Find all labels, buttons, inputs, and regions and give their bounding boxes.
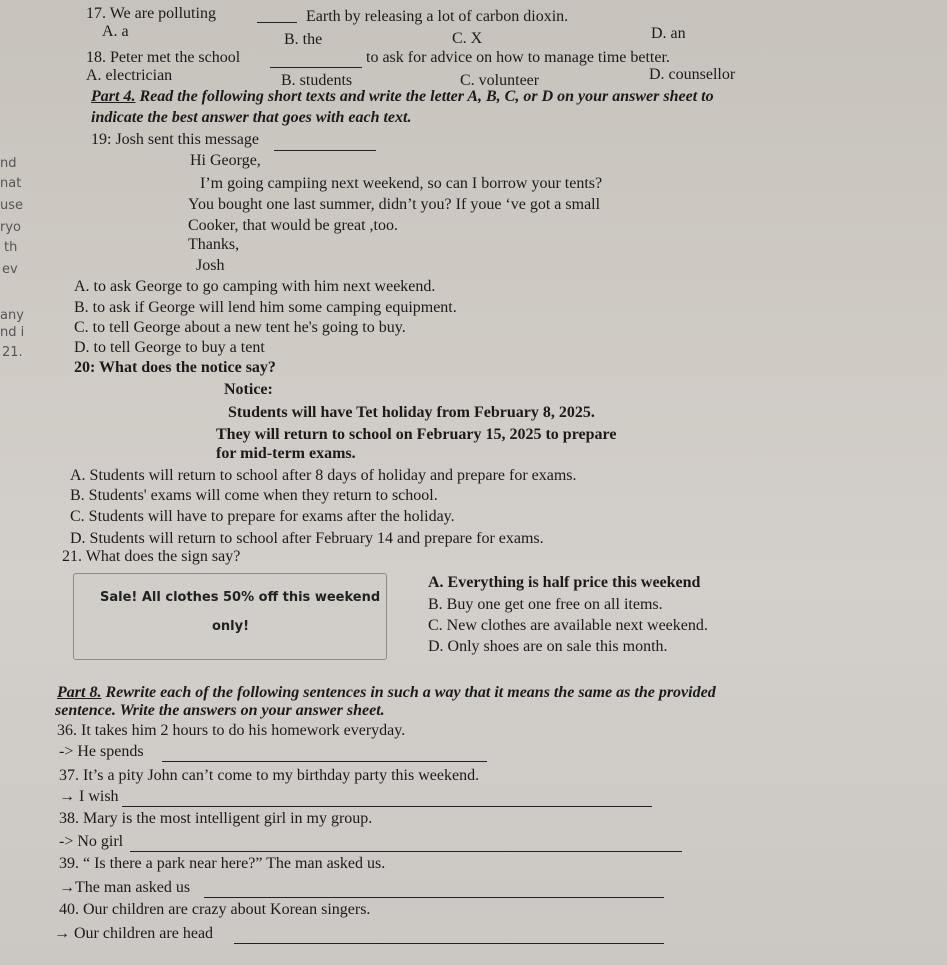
sale-sign-line1: Sale! All clothes 50% off this weekend xyxy=(100,590,381,605)
q18-stem-before: 18. Peter met the school xyxy=(86,49,241,66)
q19-message-line: Hi George, xyxy=(190,152,261,169)
q17-option-b: B. the xyxy=(284,31,323,48)
q17-answer-blank xyxy=(257,22,297,23)
q19-message-line: I’m going campiing next weekend, so can I borrow your tents? xyxy=(200,175,603,192)
q18-option-c: C. volunteer xyxy=(460,72,540,89)
q19-option-a: A. to ask George to go camping with him next weekend. xyxy=(74,278,436,295)
rewrite-question: 39. “ Is there a park near here?” The man asked us. xyxy=(59,855,386,872)
q19-answer-blank xyxy=(274,150,376,151)
q20-stem: 20: What does the notice say? xyxy=(74,359,276,376)
sale-sign xyxy=(73,573,387,660)
q19-message-line: Josh xyxy=(196,257,225,274)
q19-option-b: B. to ask if George will lend him some camping equipment. xyxy=(74,299,457,316)
margin-fragment: nat xyxy=(0,176,22,191)
answer-line xyxy=(204,897,664,898)
part4-heading: Part 4. xyxy=(91,88,136,105)
rewrite-prompt: → I wish xyxy=(59,788,119,805)
q20-option-d: D. Students will return to school after February 14 and prepare for exams. xyxy=(70,530,544,547)
answer-line xyxy=(234,943,664,944)
rewrite-question: 37. It’s a pity John can’t come to my birthday party this weekend. xyxy=(59,767,480,784)
rewrite-question: 36. It takes him 2 hours to do his homework everyday. xyxy=(57,722,406,739)
sale-sign-line2: only! xyxy=(212,619,250,634)
q20-option-a: A. Students will return to school after 8 days of holiday and prepare for exams. xyxy=(70,467,577,484)
q21-option-b: B. Buy one get one free on all items. xyxy=(428,596,663,613)
rewrite-question: 38. Mary is the most intelligent girl in my group. xyxy=(59,810,373,827)
q20-option-c: C. Students will have to prepare for exams after the holiday. xyxy=(70,508,455,525)
q18-option-a: A. electrician xyxy=(86,67,173,84)
part8-heading: Part 8. xyxy=(57,684,102,701)
answer-line xyxy=(130,851,682,852)
answer-line xyxy=(122,806,652,807)
q17-option-a: A. a xyxy=(102,23,129,40)
q19-message-line: You bought one last summer, didn’t you? If youe ‘ve got a small xyxy=(188,196,601,213)
notice-line: They will return to school on February 15, 2025 to prepare xyxy=(216,426,617,443)
q21-option-d: D. Only shoes are on sale this month. xyxy=(428,638,668,655)
margin-fragment: any xyxy=(0,308,24,323)
q17-stem-before: 17. We are polluting xyxy=(86,5,216,22)
q19-stem: 19: Josh sent this message xyxy=(91,131,259,148)
q17-stem-after: Earth by releasing a lot of carbon dioxin. xyxy=(306,8,569,25)
rewrite-prompt: -> He spends xyxy=(59,743,144,760)
q19-message-line: Cooker, that would be great ,too. xyxy=(188,217,398,234)
q18-stem-after: to ask for advice on how to manage time better. xyxy=(366,49,670,66)
rewrite-prompt: -> No girl xyxy=(59,833,124,850)
margin-fragment: nd i xyxy=(0,325,25,340)
part8-instructions-text: Rewrite each of the following sentences in such a way that it means the same as the provided xyxy=(105,684,716,701)
notice-line: for mid-term exams. xyxy=(216,445,356,462)
q18-answer-blank xyxy=(270,67,362,68)
part8-instructions-line1 xyxy=(57,684,716,702)
part4-instructions-text: Read the following short texts and write the letter A, B, C, or D on your answer sheet to xyxy=(139,88,714,105)
rewrite-prompt: → Our children are head xyxy=(54,925,214,942)
q20-option-b: B. Students' exams will come when they return to school. xyxy=(70,487,438,504)
q19-option-c: C. to tell George about a new tent he's going to buy. xyxy=(74,319,406,336)
margin-fragment: nd xyxy=(0,156,17,171)
notice-heading: Notice: xyxy=(224,381,273,398)
q17-option-d: D. an xyxy=(651,25,686,42)
part4-instructions-line1 xyxy=(91,88,714,106)
margin-fragment: ryo xyxy=(0,220,21,235)
notice-line: Students will have Tet holiday from February 8, 2025. xyxy=(228,404,595,421)
q21-stem: 21. What does the sign say? xyxy=(62,548,241,565)
margin-fragment: ev xyxy=(2,262,18,277)
q21-option-c: C. New clothes are available next weekend. xyxy=(428,617,708,634)
margin-fragment: use xyxy=(0,198,24,213)
q18-option-b: B. students xyxy=(281,72,353,89)
part4-instructions-line2: indicate the best answer that goes with each text. xyxy=(91,109,412,126)
q18-option-d: D. counsellor xyxy=(649,66,736,83)
q17-option-c: C. X xyxy=(452,30,483,47)
q19-message-line: Thanks, xyxy=(188,236,240,253)
answer-line xyxy=(162,761,487,762)
margin-fragment: 21. xyxy=(2,345,23,360)
rewrite-prompt: →The man asked us xyxy=(59,879,191,896)
q21-option-a: A. Everything is half price this weekend xyxy=(428,574,701,591)
q19-option-d: D. to tell George to buy a tent xyxy=(74,339,265,356)
part8-instructions-line2: sentence. Write the answers on your answer sheet. xyxy=(55,702,385,719)
margin-fragment: th xyxy=(4,240,18,255)
rewrite-question: 40. Our children are crazy about Korean singers. xyxy=(59,901,371,918)
